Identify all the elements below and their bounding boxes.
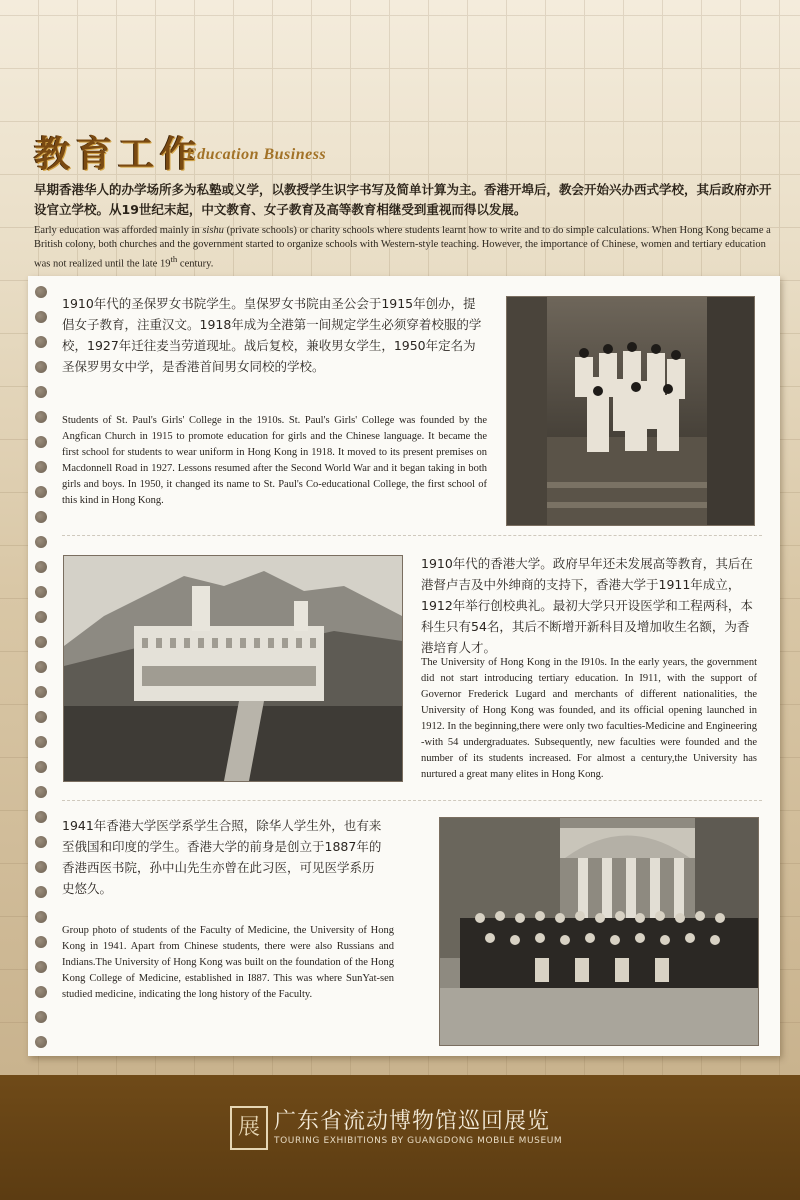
caption-hku-zh: 1910年代的香港大学。政府早年还未发展高等教育，其后在港督卢吉及中外绅商的支持下，香港大学于1911年成立，1912年举行创校典礼。最初大学只开设医学和工程两科，本科生只有54名，其后不断增开新科目及增加收生名额，为香港培育人才。 bbox=[421, 556, 753, 655]
binder-ring bbox=[35, 336, 47, 348]
binder-ring bbox=[35, 311, 47, 323]
binder-ring bbox=[35, 411, 47, 423]
binder-ring bbox=[35, 561, 47, 573]
intro-text-zh: 早期香港华人的办学场所多为私塾或义学，以教授学生识字书写及简单计算为主。香港开埠后，教会开始兴办西式学校，其后政府亦开设官立学校。从19世纪末起，中文教育、女子教育及高等教育相继受到重视而得以发展。 bbox=[34, 182, 772, 217]
binder-ring bbox=[35, 711, 47, 723]
binder-ring bbox=[35, 761, 47, 773]
binder-rings bbox=[35, 286, 49, 1056]
photo-faculty-of-medicine-group bbox=[440, 818, 758, 1045]
binder-ring bbox=[35, 1036, 47, 1048]
binder-ring bbox=[35, 961, 47, 973]
binder-ring bbox=[35, 386, 47, 398]
photo-university-of-hong-kong bbox=[64, 556, 402, 781]
binder-ring bbox=[35, 486, 47, 498]
binder-ring bbox=[35, 286, 47, 298]
section-title-zh: 教育工作 bbox=[34, 133, 203, 175]
caption-medicine-zh: 1941年香港大学医学系学生合照，除华人学生外，也有来至俄国和印度的学生。香港大学的前身是创立于1887年的香港西医书院，孙中山先生亦曾在此习医，可见医学系历史悠久。 bbox=[62, 818, 382, 896]
binder-ring bbox=[35, 536, 47, 548]
binder-ring bbox=[35, 511, 47, 523]
binder-ring bbox=[35, 886, 47, 898]
caption-st-pauls-en: Students of St. Paul's Girls' College in the 1910s. St. Paul's Girls' College was founded by the Angfican Church in 1915 to promote education for girls and the Chinese language. It became the first school for students to wear uniform in Hong Kong in 1918. It moved to its present premises on Macdonnell Road in 1927. Lessons resumed after the Second World War and it began taking in both girls and boys. In 1950, it changed its name to St. Paul's Co-educational College, the first school of this kind in Hong Kong. bbox=[62, 415, 487, 506]
binder-ring bbox=[35, 861, 47, 873]
museum-seal-logo: 展 bbox=[230, 1106, 268, 1150]
section-divider bbox=[62, 800, 762, 801]
binder-ring bbox=[35, 636, 47, 648]
binder-ring bbox=[35, 686, 47, 698]
section-divider bbox=[62, 535, 762, 536]
binder-ring bbox=[35, 461, 47, 473]
binder-ring bbox=[35, 936, 47, 948]
caption-medicine-en: Group photo of students of the Faculty of Medicine, the University of Hong Kong in 1941. Apart from Chinese students, there were also Russians and Indians.The University of Hong Kong was built on the foundation of the Hong Kong College of Medicine, established in I887. This was where SunYat-sen studied medicine, indicating the long history of the Faculty. bbox=[62, 925, 394, 1000]
binder-ring bbox=[35, 736, 47, 748]
binder-ring bbox=[35, 661, 47, 673]
binder-ring bbox=[35, 436, 47, 448]
footer-museum-name-zh: 广东省流动博物馆巡回展览 bbox=[274, 1109, 551, 1134]
intro-text-en: Early education was afforded mainly in sishu (private schools) or charity schools where students learnt how to write and to do simple calculations. When Hong Kong became a British colony, both churches and the government started to organize schools with Western-style teaching. However, the importance of Chinese, women and tertiary education was not realized until the late 19th century. bbox=[34, 225, 771, 270]
binder-ring bbox=[35, 361, 47, 373]
binder-ring bbox=[35, 811, 47, 823]
caption-hku-en: The University of Hong Kong in the I910s. In the early years, the government did not start introducing tertiary education. In I911, with the support of Governor Frederick Lugard and merchants of different nationalities, the University of Hong Kong was founded, and its official opening launched in 1912. In the beginning,there were only two faculties-Medicine and Engineering -with 54 undergraduates. Subsequently, new faculties were founded and the number of its students increased. For almost a century,the University has nurtured a great many elites in Hong Kong. bbox=[421, 657, 757, 780]
binder-ring bbox=[35, 986, 47, 998]
binder-ring bbox=[35, 786, 47, 798]
binder-ring bbox=[35, 1011, 47, 1023]
binder-ring bbox=[35, 611, 47, 623]
binder-ring bbox=[35, 836, 47, 848]
caption-st-pauls-zh: 1910年代的圣保罗女书院学生。皇保罗女书院由圣公会于1915年创办，提倡女子教育，注重汉文。1918年成为全港第一间规定学生必须穿着校服的学校，1927年迁往麦当劳道现址。战后复校，兼收男女学生，1950年定名为圣保罗男女中学，是香港首间男女同校的学校。 bbox=[62, 296, 482, 374]
section-title-en: Education Business bbox=[186, 146, 327, 163]
photo-st-pauls-students bbox=[507, 297, 754, 525]
binder-ring bbox=[35, 911, 47, 923]
footer-museum-name-en: TOURING EXHIBITIONS BY GUANGDONG MOBILE MUSEUM bbox=[274, 1136, 563, 1146]
binder-ring bbox=[35, 586, 47, 598]
